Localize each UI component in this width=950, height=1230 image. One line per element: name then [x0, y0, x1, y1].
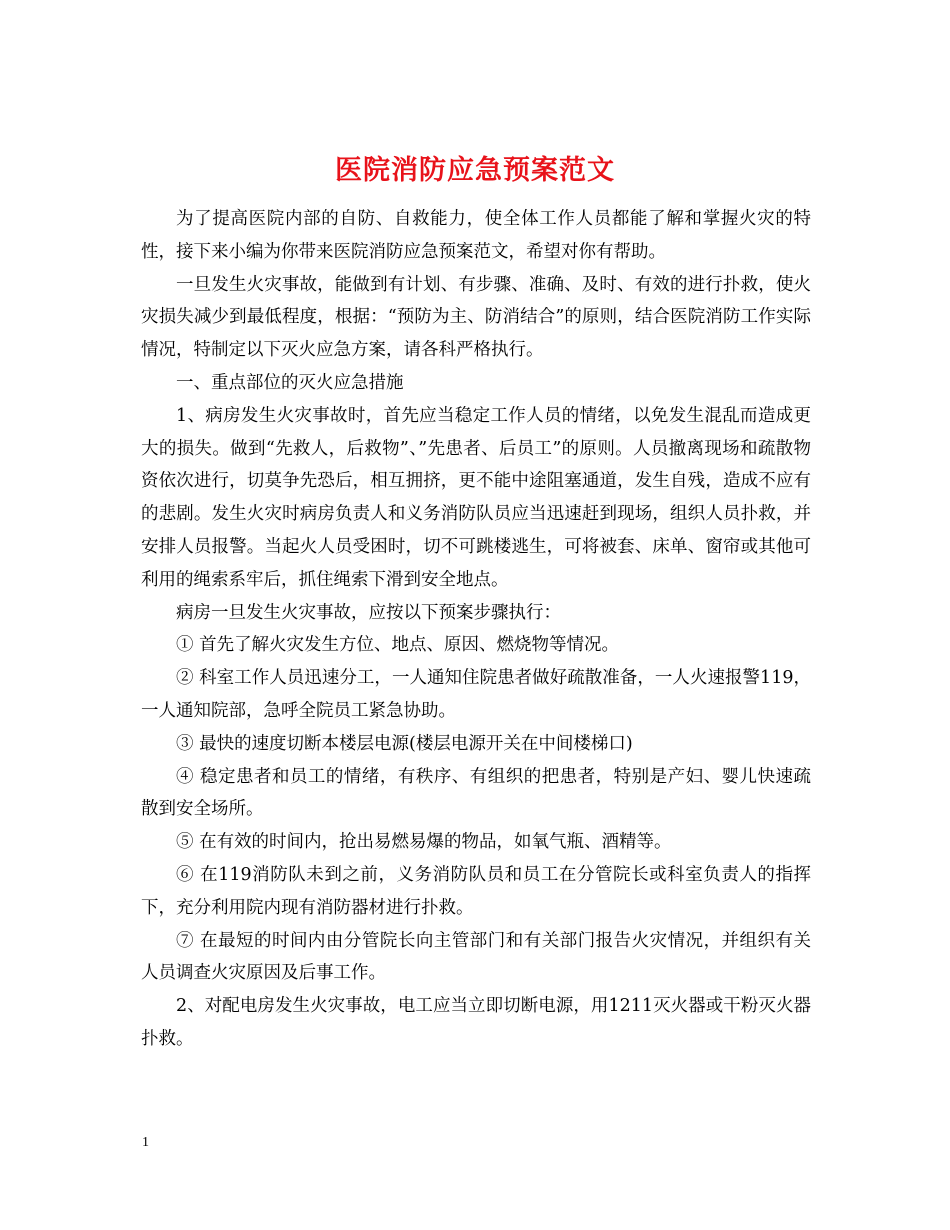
- paragraph-power-room: 2、对配电房发生火灾事故，电工应当立即切断电源，用1211灭火器或干粉灭火器扑救。: [141, 996, 811, 1049]
- document-body: [141, 203, 811, 1056]
- page-number: 1: [142, 1135, 149, 1150]
- document-title: 医院消防应急预案范文: [335, 155, 615, 187]
- paragraph-purpose: 一旦发生火灾事故，能做到有计划、有步骤、准确、及时、有效的进行扑救，使火灾损失减少到最低程度，根据：“预防为主、防消结合”的原则，结合医院消防工作实际情况，特制定以下灭火应急方案，请各科严格执行。: [141, 274, 811, 361]
- step-item: ② 科室工作人员迅速分工，一人通知住院患者做好疏散准备，一人火速报警119，一人通知院部，急呼全院员工紧急协助。: [141, 668, 811, 721]
- step-item: ① 首先了解火灾发生方位、地点、原因、燃烧物等情况。: [176, 635, 620, 656]
- step-item: ③ 最快的速度切断本楼层电源(楼层电源开关在中间楼梯口): [176, 733, 633, 754]
- section-heading: 一、重点部位的灭火应急措施: [176, 372, 404, 393]
- paragraph-ward-fire: 1、病房发生火灾事故时，首先应当稳定工作人员的情绪，以免发生混乱而造成更大的损失。做到“先救人，后救物”、”先患者、后员工”的原则。人员撤离现场和疏散物资依次进行，切莫争先恐后，相互拥挤，更不能中途阻塞通道，发生自残，造成不应有的悲剧。发生火灾时病房负责人和义务消防队员应当迅速赶到现场，组织人员扑救，并安排人员报警。当起火人员受困时，切不可跳楼逃生，可将被套、床单、窗帘或其他可利用的绳索系牢后，抓住绳索下滑到安全地点。: [141, 405, 811, 590]
- paragraph-intro: 为了提高医院内部的自防、自救能力，使全体工作人员都能了解和掌握火灾的特性，接下来小编为你带来医院消防应急预案范文，希望对你有帮助。: [141, 209, 811, 262]
- paragraph-steps-intro: 病房一旦发生火灾事故，应按以下预案步骤执行：: [176, 602, 561, 623]
- step-item: ⑥ 在119消防队未到之前，义务消防队员和员工在分管院长或科室负责人的指挥下，充分利用院内现有消防器材进行扑救。: [141, 864, 811, 918]
- step-item: ④ 稳定患者和员工的情绪，有秩序、有组织的把患者，特别是产妇、婴儿快速疏散到安全场所。: [141, 766, 811, 820]
- step-item: ⑦ 在最短的时间内由分管院长向主管部门和有关部门报告火灾情况，并组织有关人员调查火灾原因及后事工作。: [141, 930, 811, 984]
- step-item: ⑤ 在有效的时间内，抢出易燃易爆的物品，如氧气瓶、酒精等。: [176, 832, 672, 853]
